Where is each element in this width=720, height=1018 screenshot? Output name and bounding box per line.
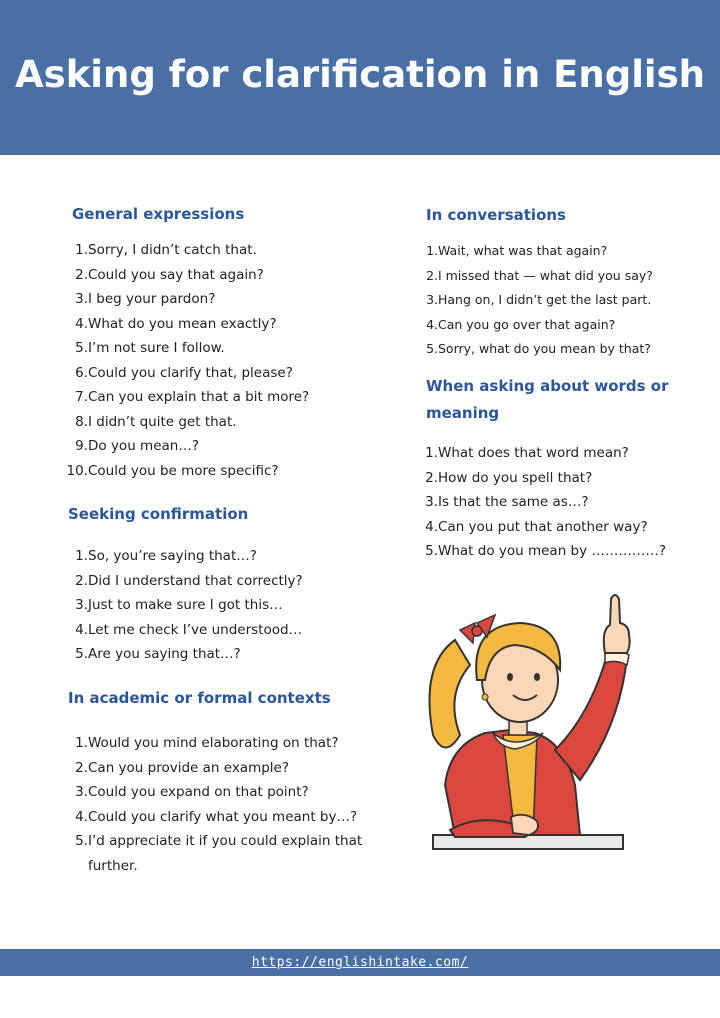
list-conversations — [418, 239, 653, 362]
list-item-text: I didn’t quite get that. — [88, 413, 237, 430]
list-item-text: What do you mean exactly? — [88, 315, 277, 332]
list-item — [418, 264, 653, 289]
list-item-number: 10. — [66, 462, 88, 479]
list-item — [66, 410, 309, 435]
list-item-text: Do you mean…? — [88, 438, 199, 454]
list-item-text: Sorry, I didn’t catch that. — [88, 242, 257, 258]
list-item-number: 3. — [425, 494, 438, 510]
list-item — [66, 780, 388, 805]
list-item-text: I missed that — what did you say? — [438, 267, 653, 283]
list-item-number: 5. — [75, 646, 88, 662]
section-heading-general: General expressions — [72, 205, 245, 223]
list-item-number: 2. — [75, 266, 88, 283]
list-item — [66, 829, 388, 878]
list-academic-contexts — [66, 731, 388, 878]
list-item-text: Hang on, I didn’t get the last part. — [438, 292, 652, 307]
list-item-text: Can you provide an example? — [88, 759, 290, 776]
page-title: Asking for clarification in English — [15, 53, 705, 96]
list-item-number: 2. — [426, 267, 438, 283]
section-heading-words-line1: When asking about words or — [426, 377, 669, 395]
list-item-number: 2. — [75, 572, 88, 589]
list-item-number: 6. — [75, 364, 88, 381]
list-item — [418, 441, 666, 466]
list-item — [66, 287, 309, 312]
list-item — [418, 466, 666, 491]
list-item-text: Would you mind elaborating on that? — [88, 735, 339, 751]
list-item-number: 3. — [75, 291, 88, 307]
list-item-number: 2. — [75, 759, 88, 776]
list-item-number: 1. — [75, 548, 88, 564]
list-item-text: Could you clarify that, please? — [88, 364, 293, 381]
list-item — [66, 618, 303, 643]
list-item-number: 3. — [426, 292, 438, 307]
section-heading-academic: In academic or formal contexts — [68, 689, 331, 707]
list-item — [66, 756, 388, 781]
list-item — [66, 238, 309, 263]
list-words-meaning — [418, 441, 666, 564]
list-item — [66, 361, 309, 386]
header-banner — [0, 0, 720, 155]
list-item — [66, 569, 303, 594]
list-item-number: 4. — [425, 518, 438, 535]
list-item-text: Wait, what was that again? — [438, 243, 608, 258]
list-item-number: 5. — [425, 543, 438, 559]
list-item-text: Did I understand that correctly? — [88, 572, 303, 589]
list-item-number: 3. — [75, 597, 88, 613]
list-item-number: 9. — [75, 438, 88, 454]
list-item-text: Could you say that again? — [88, 266, 264, 283]
list-item-text: Sorry, what do you mean by that? — [438, 341, 651, 356]
list-item-text: I beg your pardon? — [88, 291, 216, 307]
list-item-number: 4. — [75, 808, 88, 825]
list-item-number: 8. — [75, 413, 88, 430]
list-item — [66, 385, 309, 410]
section-heading-confirmation: Seeking confirmation — [68, 505, 249, 523]
list-item-text: I’m not sure I follow. — [88, 340, 225, 356]
list-item-text: Could you clarify what you meant by…? — [88, 808, 358, 825]
footer-bar — [0, 949, 720, 976]
list-item-number: 5. — [75, 340, 88, 356]
list-item — [66, 544, 303, 569]
list-item — [66, 642, 303, 667]
list-item-number: 5. — [75, 833, 88, 849]
list-seeking-confirmation — [66, 544, 303, 667]
list-item-text: Just to make sure I got this… — [88, 597, 283, 613]
list-item-text: Could you be more specific? — [88, 462, 279, 479]
list-item — [66, 593, 303, 618]
list-item — [66, 336, 309, 361]
list-item-number: 4. — [75, 315, 88, 332]
list-item — [418, 288, 653, 313]
list-item-number: 1. — [425, 445, 438, 461]
list-item — [418, 490, 666, 515]
list-item-number: 1. — [75, 735, 88, 751]
list-item-text: Can you explain that a bit more? — [88, 389, 310, 405]
section-heading-words — [426, 373, 669, 427]
list-item — [66, 434, 309, 459]
list-item-text: Can you put that another way? — [438, 518, 648, 535]
list-item-number: 3. — [75, 784, 88, 800]
girl-raising-hand-illustration — [415, 585, 635, 855]
list-item-number: 5. — [426, 341, 438, 356]
list-item — [66, 263, 309, 288]
footer-url-link[interactable]: https://englishintake.com/ — [251, 955, 469, 970]
list-item — [418, 337, 653, 362]
list-item — [66, 312, 309, 337]
list-item-text: Could you expand on that point? — [88, 784, 309, 800]
list-item — [66, 731, 388, 756]
list-item-text: Is that the same as…? — [438, 494, 589, 510]
list-item-number: 7. — [75, 389, 88, 405]
list-item — [418, 515, 666, 540]
list-item — [66, 805, 388, 830]
list-item-text: What do you mean by ……………? — [438, 543, 667, 559]
list-item-text: How do you spell that? — [438, 469, 593, 486]
list-item — [418, 539, 666, 564]
list-item-number: 1. — [426, 243, 438, 258]
list-item-number: 2. — [425, 469, 438, 486]
list-general-expressions — [66, 238, 309, 483]
list-item-number: 4. — [426, 316, 438, 332]
list-item-number: 1. — [75, 242, 88, 258]
list-item — [418, 239, 653, 264]
list-item — [66, 459, 309, 484]
list-item-text: I’d appreciate it if you could explain that further. — [88, 833, 363, 874]
list-item-text: Are you saying that…? — [88, 646, 241, 662]
list-item-text: Let me check I’ve understood… — [88, 621, 303, 638]
list-item — [418, 313, 653, 338]
list-item-text: What does that word mean? — [438, 445, 629, 461]
list-item-text: Can you go over that again? — [438, 316, 616, 332]
list-item-number: 4. — [75, 621, 88, 638]
section-heading-conversations: In conversations — [426, 206, 566, 224]
section-heading-words-line2: meaning — [426, 404, 500, 422]
list-item-text: So, you’re saying that…? — [88, 548, 257, 564]
